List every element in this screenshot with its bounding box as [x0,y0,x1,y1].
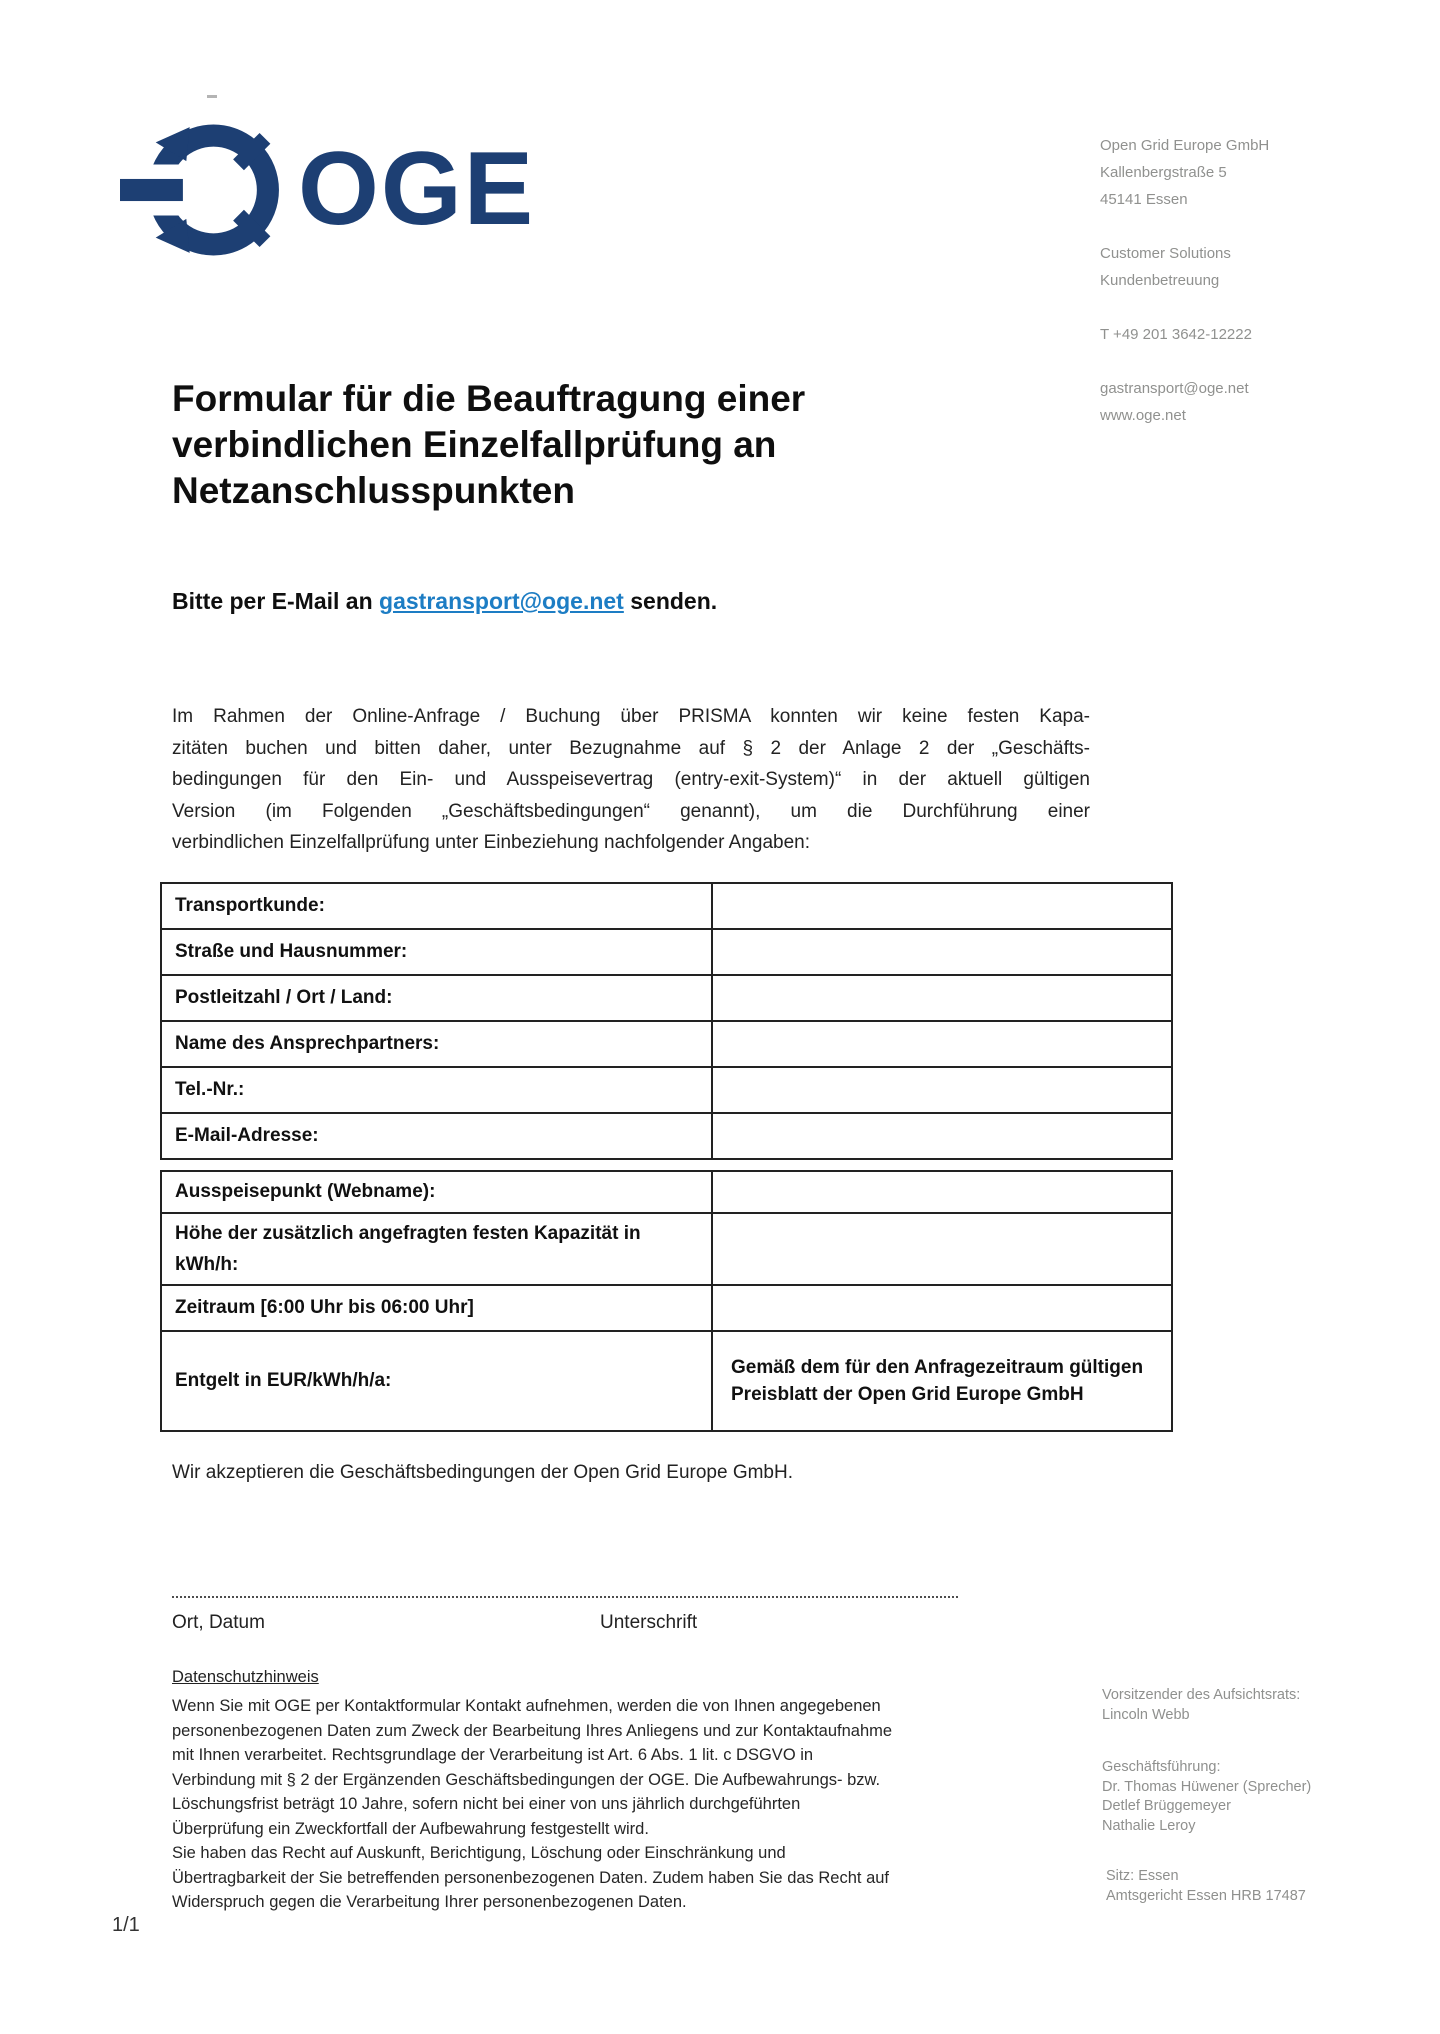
intro-line: verbindlichen Einzelfallprüfung unter Einbeziehung nachfolgender Angaben: [172,832,811,853]
privacy-line: Widerspruch gegen die Verarbeitung Ihrer personenbezogenen Daten. [172,1893,687,1911]
privacy-line: Überprüfung ein Zweckfortfall der Aufbewahrung festgestellt wird. [172,1819,649,1838]
table-row [161,1213,1172,1285]
department-line: Customer Solutions [1100,245,1231,262]
field-value-email[interactable] [712,1113,1172,1159]
field-label-ausspeisepunkt: Ausspeisepunkt (Webname): [161,1171,712,1213]
field-value-ausspeisepunkt[interactable] [712,1171,1172,1213]
table-row [161,1331,1172,1431]
gastransport-email-link[interactable]: gastransport@oge.net [379,588,624,614]
intro-line: zitäten buchen und bitten daher, unter Bezugnahme auf § 2 der Anlage 2 der „Geschäfts- [172,737,1090,759]
field-label-entgelt: Entgelt in EUR/kWh/h/a: [161,1331,712,1431]
email-line-suffix: senden. [623,588,718,614]
privacy-line: personenbezogenen Daten zum Zweck der Bearbeitung Ihres Anliegens und zur Kontaktaufnahme [172,1721,893,1740]
company-street: Kallenbergstraße 5 [1100,164,1227,181]
department-line: Kundenbetreuung [1100,272,1220,289]
page-title: Formular für die Beauftragung einer verbindlichen Einzelfallprüfung an Netzanschlusspunkten [172,378,806,511]
field-label-kapazitaet: Höhe der zusätzlich angefragten festen Kapazität in kWh/h: [161,1213,712,1285]
footer-corporate-block [1102,1686,1311,1906]
contact-email: gastransport@oge.net [1100,380,1249,397]
intro-line: bedingungen für den Ein- und Ausspeisevertrag (entry-exit-System)“ in der aktuell gültigen [172,769,1090,790]
intro-line: Version (im Folgenden „Geschäftsbedingungen“ genannt), um die Durchführung einer [172,800,1090,822]
field-value-entgelt: Gemäß dem für den Anfragezeitraum gültigen Preisblatt der Open Grid Europe GmbH [712,1331,1172,1431]
field-label-ansprechpartner: Name des Ansprechpartners: [161,1021,712,1067]
page-number: 1/1 [112,1914,140,1936]
table-row [161,1285,1172,1331]
oge-logo-icon [120,105,290,275]
table-row [161,1171,1172,1213]
company-name: Open Grid Europe GmbH [1100,137,1270,154]
company-city: 45141 Essen [1100,191,1188,208]
email-instruction-line [172,588,717,615]
contact-website: www.oge.net [1100,407,1186,424]
privacy-line: Sie haben das Recht auf Auskunft, Berichtigung, Löschung oder Einschränkung und [172,1844,786,1862]
supervisory-board-label: Vorsitzender des Aufsichtsrats: [1102,1687,1301,1703]
table-row [161,1113,1172,1159]
privacy-line: mit Ihnen verarbeitet. Rechtsgrundlage der Verarbeitung ist Art. 6 Abs. 1 lit. c DSGVO in [172,1746,814,1764]
privacy-paragraph [172,1694,1112,1915]
field-value-plz-ort-land[interactable] [712,975,1172,1021]
supervisory-board-name: Lincoln Webb [1102,1706,1190,1723]
table-row [161,1021,1172,1067]
privacy-line: Wenn Sie mit OGE per Kontaktformular Kontakt aufnehmen, werden die von Ihnen angegebenen [172,1697,881,1715]
field-label-transportkunde: Transportkunde: [161,883,712,929]
acceptance-statement: Wir akzeptieren die Geschäftsbedingungen der Open Grid Europe GmbH. [172,1462,793,1483]
table-row [161,929,1172,975]
field-label-strasse: Straße und Hausnummer: [161,929,712,975]
oge-logo-wordmark: OGE [298,131,536,247]
field-label-email: E-Mail-Adresse: [161,1113,712,1159]
table-row [161,1067,1172,1113]
management-name: Detlef Brüggemeyer [1102,1798,1231,1814]
field-label-zeitraum: Zeitraum [6:00 Uhr bis 06:00 Uhr] [161,1285,712,1331]
privacy-heading: Datenschutzhinweis [172,1668,319,1686]
registered-office: Sitz: Essen [1106,1868,1179,1884]
field-value-ansprechpartner[interactable] [712,1021,1172,1067]
customer-data-table [160,882,1173,1160]
signature-label: Unterschrift [600,1612,698,1633]
stray-mark [207,95,217,98]
field-label-plz-ort-land: Postleitzahl / Ort / Land: [161,975,712,1021]
signature-dotted-line [172,1596,958,1598]
management-label: Geschäftsführung: [1102,1759,1221,1775]
signature-place-date-label: Ort, Datum [172,1612,265,1633]
field-label-telefon: Tel.-Nr.: [161,1067,712,1113]
table-row [161,975,1172,1021]
field-value-transportkunde[interactable] [712,883,1172,929]
request-data-table [160,1170,1173,1432]
field-value-strasse[interactable] [712,929,1172,975]
intro-paragraph [172,701,1090,859]
privacy-line: Löschungsfrist beträgt 10 Jahre, sofern nicht bei einer von uns jährlich durchgeführten [172,1795,801,1813]
field-value-zeitraum[interactable] [712,1285,1172,1331]
management-name: Nathalie Leroy [1102,1817,1196,1834]
privacy-line: Verbindung mit § 2 der Ergänzenden Geschäftsbedingungen der OGE. Die Aufbewahrungs- bzw. [172,1770,881,1789]
privacy-line: Übertragbarkeit der Sie betreffenden personenbezogenen Daten. Zudem haben Sie das Recht auf [172,1868,890,1887]
management-name: Dr. Thomas Hüwener (Sprecher) [1102,1778,1312,1795]
oge-logo [120,105,580,275]
email-line-prefix: Bitte per E-Mail an [172,588,380,614]
header-contact-block [1100,132,1269,429]
table-row [161,883,1172,929]
commercial-register: Amtsgericht Essen HRB 17487 [1106,1887,1306,1904]
field-value-kapazitaet[interactable] [712,1213,1172,1285]
intro-line: Im Rahmen der Online-Anfrage / Buchung über PRISMA konnten wir keine festen Kapa- [172,706,1090,727]
field-value-telefon[interactable] [712,1067,1172,1113]
phone-line: T +49 201 3642-12222 [1100,326,1252,343]
